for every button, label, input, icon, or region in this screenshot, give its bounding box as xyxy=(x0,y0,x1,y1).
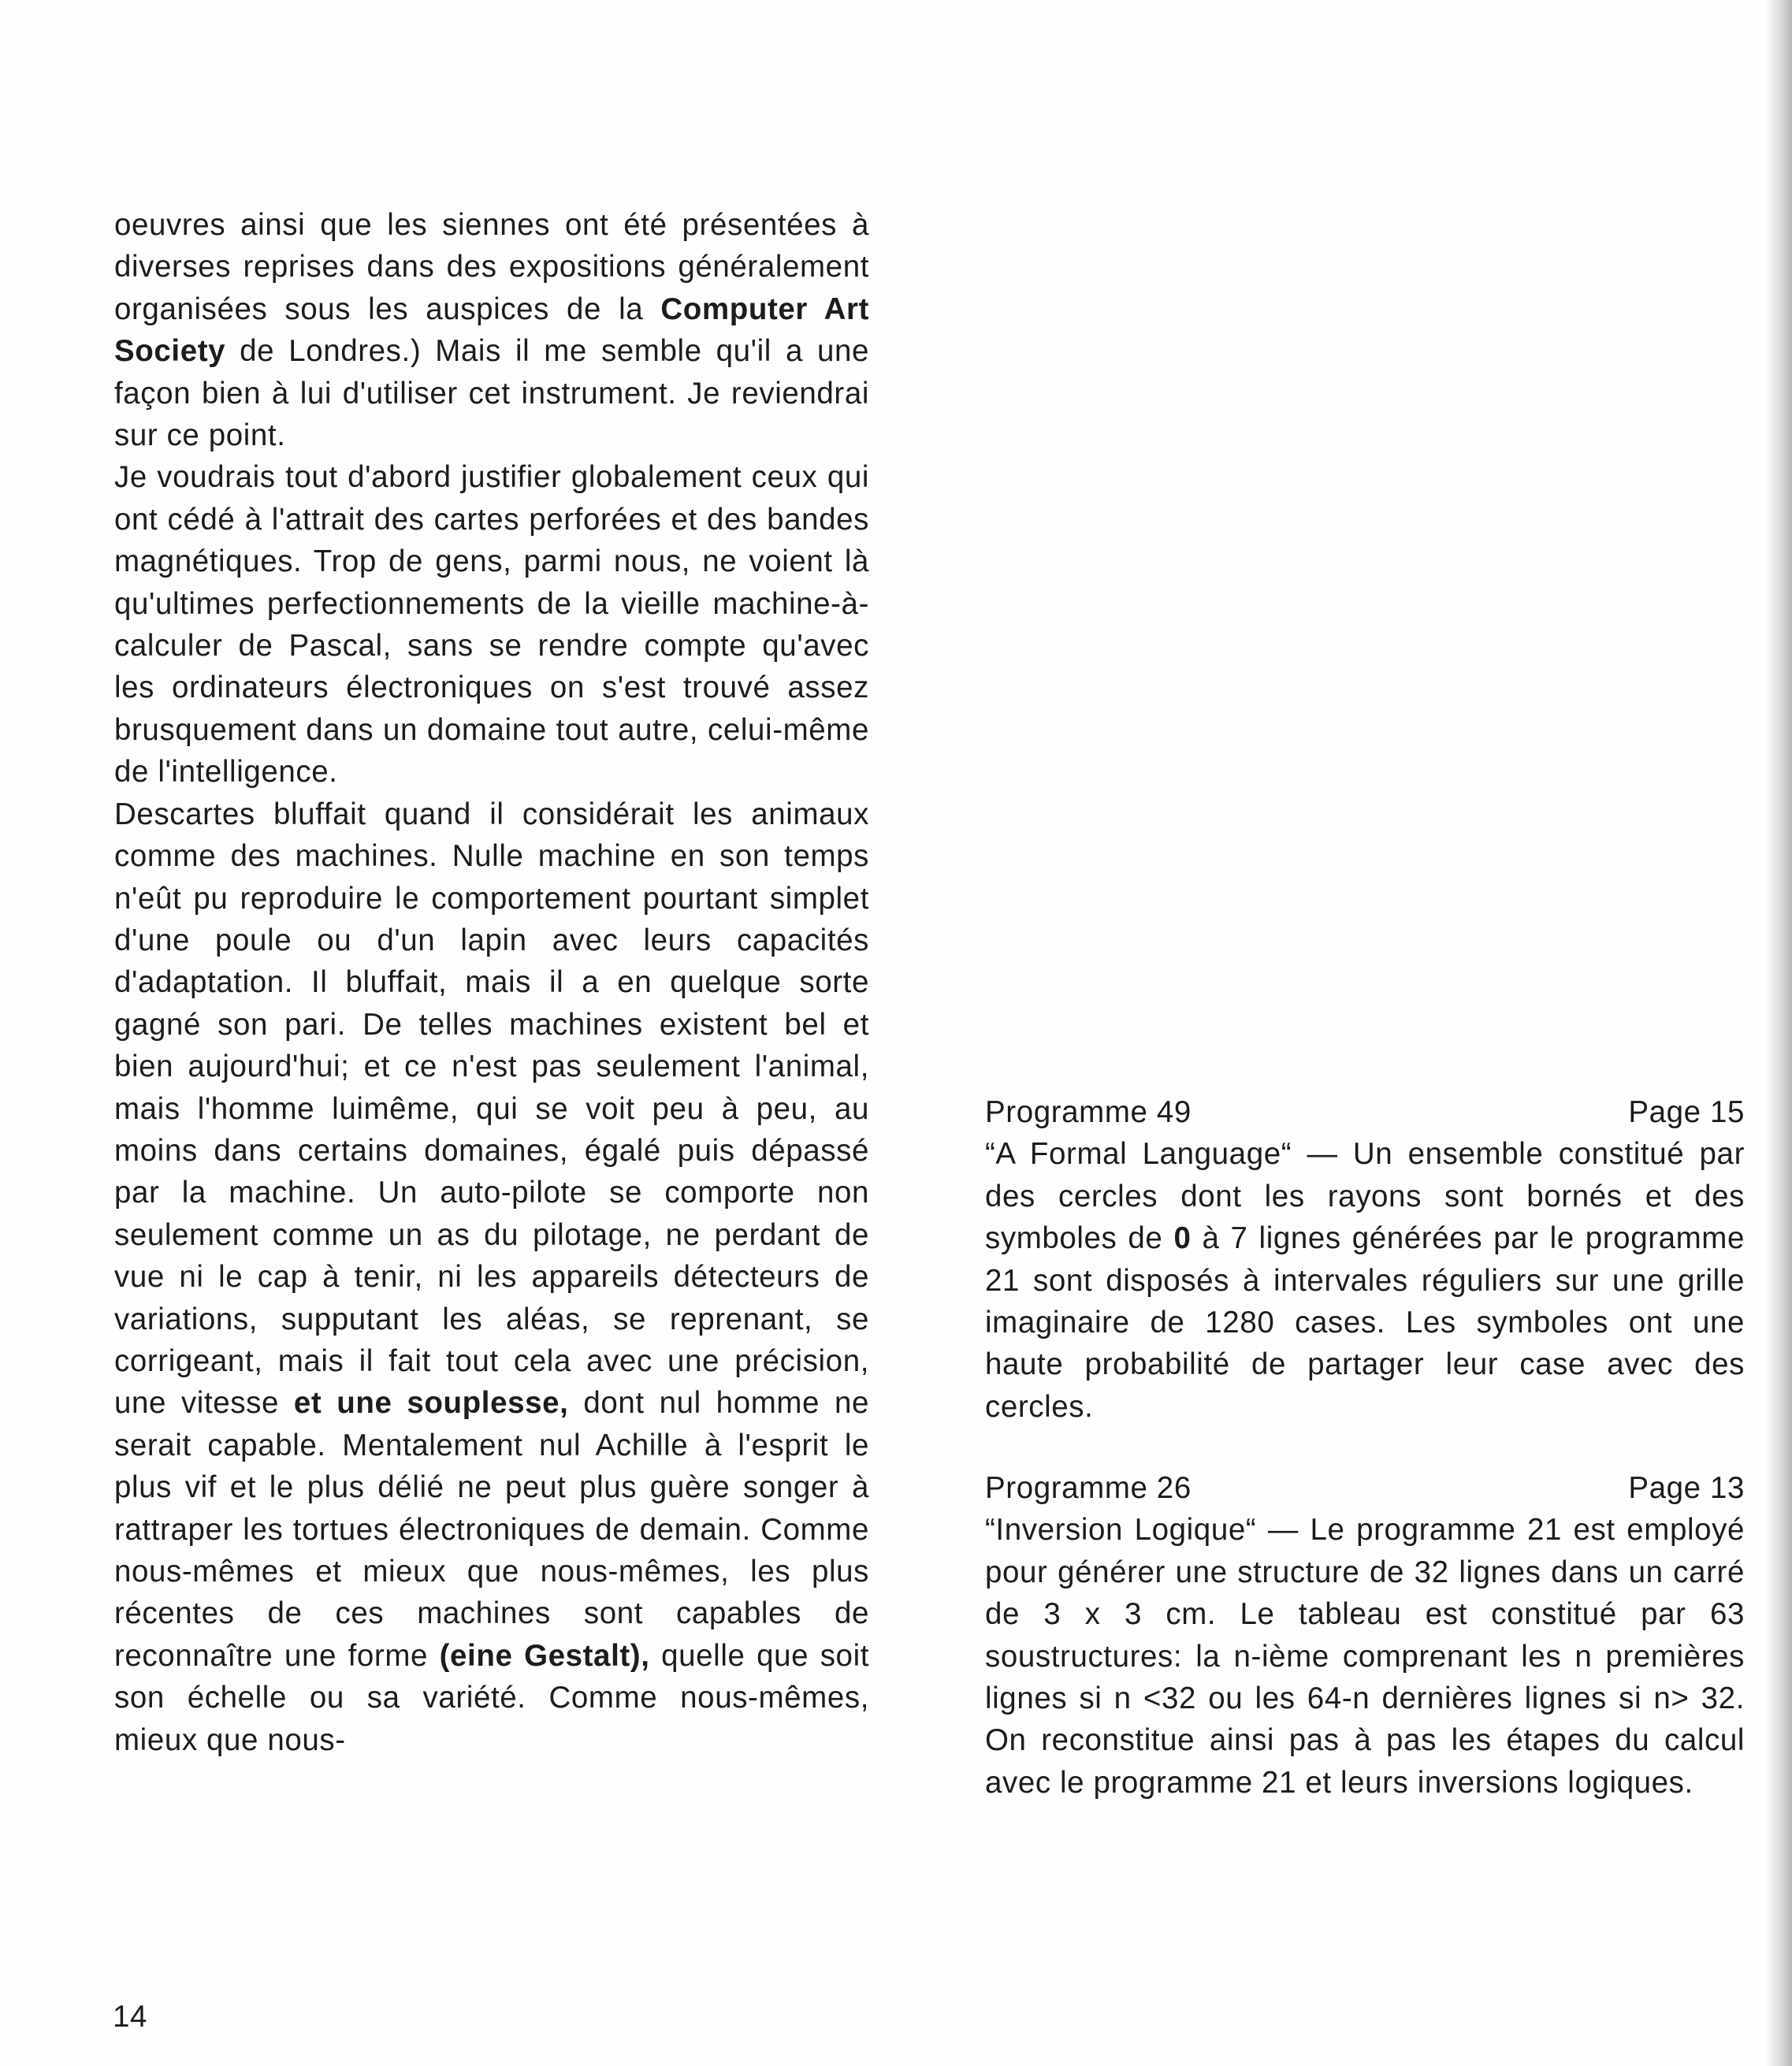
program-title: Programme 26 xyxy=(985,1471,1192,1505)
caption-entry-2-body: “Inversion Logique“ — Le programme 21 est employé pour générer une structure de 32 lignes dans un carré de 3 x 3 cm. Le tableau est constitué par 63 soustructures: la n-ième comprenant les n premières lignes si n <32 ou les 64-n dernières lignes si n> 32. On reconstitue ainsi pas à pas les étapes du calcul avec le programme 21 et leurs inversions logiques. xyxy=(985,1513,1745,1800)
paragraph-3-text-c: quelle que soit son échelle ou sa variété. Comme nous-mêmes, mieux que nous- xyxy=(114,1638,870,1757)
caption-entry-1-body xyxy=(985,1133,1745,1428)
paragraph-2: Je voudrais tout d'abord justifier globalement ceux qui ont cédé à l'attrait des cartes perforées et des bandes magnétiques. Trop de gens, parmi nous, ne voient là qu'ultimes perfectionnements de la vieille machine-à-calculer de Pascal, sans se rendre compte qu'avec les ordinateurs électroniques on s'est trouvé assez brusquement dans un domaine tout autre, celui-même de l'intelligence. xyxy=(114,460,869,790)
caption-entry-2 xyxy=(985,1467,1745,1804)
paragraph-3-text-a: Descartes bluffait quand il considérait les animaux comme des machines. Nulle machine en son temps n'eût pu reproduire le comportement pourtant simplet d'une poule ou d'un lapin avec leurs capacités d'adaptation. Il bluffait, mais il a en quelque sorte gagné son pari. De telles machines existent bel et bien aujourd'hui; et ce n'est pas seulement l'animal, mais l'homme luimême, qui se voit peu à peu, au moins dans certains domaines, égalé puis dépassé par la machine. Un auto-pilote se comporte non seulement comme un as du pilotage, ne perdant de vue ni le cap à tenir, ni les appareils détecteurs de variations, supputant les aléas, se reprenant, se corrigeant, mais il fait tout cela avec une précision, une vitesse xyxy=(114,797,869,1421)
paragraph-1 xyxy=(114,204,869,456)
paragraph-3-bold-2: (eine Gestalt), xyxy=(439,1638,650,1673)
paragraph-1-text-b: de Londres.) Mais il me semble qu'il a une façon bien à lui d'utiliser cet instrument. Je reviendrai sur ce point. xyxy=(114,334,869,453)
page-number: 14 xyxy=(113,2000,148,2034)
caption-text-b: à 7 lignes générées par le programme 21 sont disposés à intervales réguliers sur une grille imaginaire de 1280 cases. Les symboles ont une haute probabilité de partager leur case avec des cercles. xyxy=(985,1221,1745,1424)
page-reference: Page 13 xyxy=(1628,1471,1745,1505)
paragraph-1-bold: Computer Art Society xyxy=(114,292,869,369)
caption-text-a: “A Formal Language“ — Un ensemble constitué par des cercles dont les rayons sont bornés et des symboles de xyxy=(985,1137,1745,1256)
page-edge-shadow xyxy=(1765,0,1792,2066)
paragraph-3 xyxy=(114,793,869,1761)
caption-entry-1-header xyxy=(985,1091,1745,1133)
paragraph-1-text-a: oeuvres ainsi que les siennes ont été présentées à diverses reprises dans des expositions généralement organisées sous les auspices de la xyxy=(114,208,869,326)
program-title: Programme 49 xyxy=(985,1095,1192,1129)
paragraph-3-bold-1: et une souplesse, xyxy=(293,1386,569,1421)
page-reference: Page 15 xyxy=(1628,1095,1745,1129)
caption-bold: 0 xyxy=(1173,1221,1192,1256)
caption-entry-1 xyxy=(985,1091,1745,1428)
main-text-column xyxy=(114,204,869,1761)
caption-entry-2-header xyxy=(985,1467,1745,1509)
paragraph-3-text-b: dont nul homme ne serait capable. Mentalement nul Achille à l'esprit le plus vif et le plus délié ne peut plus guère songer à rattraper les tortues électroniques de demain. Comme nous-mêmes et mieux que nous-mêmes, les plus récentes de ces machines sont capables de reconnaître une forme xyxy=(114,1386,870,1673)
